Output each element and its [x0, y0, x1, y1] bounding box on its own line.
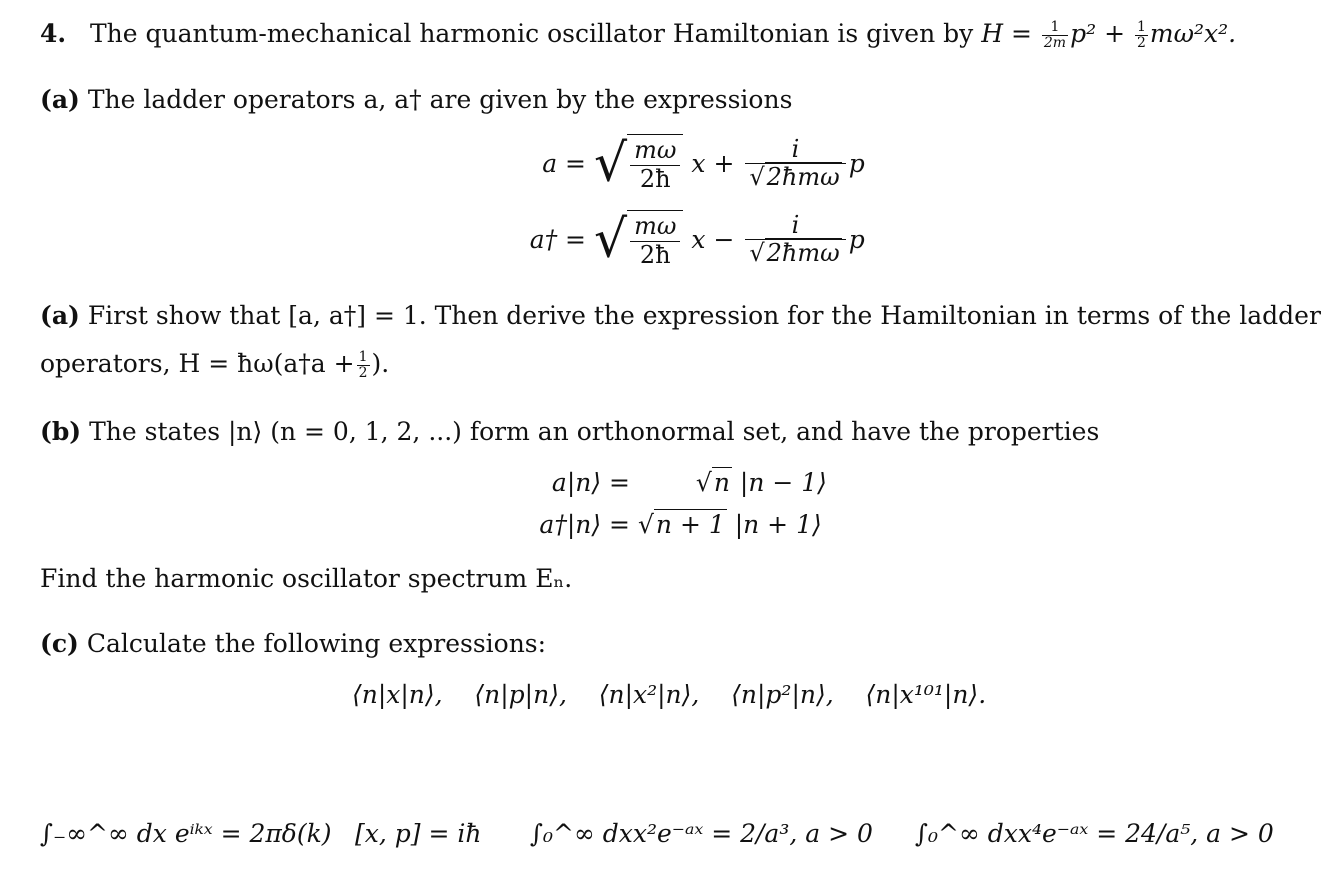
part-b-intro: [40, 418, 1099, 446]
part-b-eq1-sqrt: √n: [695, 468, 730, 497]
ladder-a-p: p: [848, 149, 865, 179]
hamiltonian-lhs: H =: [981, 19, 1032, 48]
part-b-label: (b): [40, 417, 82, 446]
ladder-eq-a: [528, 134, 865, 193]
ladder-a-lhs: a =: [542, 149, 586, 179]
part-b-eq2: [530, 510, 822, 539]
part-a-task-text: First show that [a, a†] = 1. Then derive the expression for the Hamiltonian in terms of the ladder: [87, 301, 1321, 330]
part-a-label: (a): [40, 85, 80, 114]
ladder-adag-x: x: [691, 225, 706, 255]
ladder-eq-adag: [528, 210, 865, 269]
ladder-adag-frac: $\frac{i}{\text{√2ħmω}}$: [745, 212, 845, 268]
hamiltonian-frac2: $\frac{1}{2}$: [1136, 19, 1146, 51]
ladder-a-sqrt: √ $\frac{m\omega}{2ħ}$: [594, 134, 683, 193]
hamiltonian-plus: +: [1104, 19, 1126, 48]
problem-number: 4.: [40, 19, 67, 48]
part-b-eq2-sqrt: √n + 1: [637, 510, 725, 539]
part-c-label: (c): [40, 629, 79, 658]
ladder-adag-minus: −: [713, 225, 735, 255]
ladder-adag-lhs: a† =: [529, 225, 586, 255]
problem-statement: [40, 20, 1236, 51]
part-a-intro-text: The ladder operators a, a† are given by the expressions: [87, 85, 793, 114]
part-b-eq1-lhs: a|n⟩ =: [551, 468, 630, 497]
expr-x: ⟨n|x|n⟩,: [352, 680, 443, 709]
part-c-text: Calculate the following expressions:: [86, 629, 547, 658]
ladder-a-plus: +: [713, 149, 735, 179]
expr-p2: ⟨n|p²|n⟩,: [731, 680, 834, 709]
ladder-a-x: x: [691, 149, 706, 179]
hamiltonian-frac1: $\frac{1}{2m}$: [1043, 19, 1067, 51]
part-b-eq2-lhs: a†|n⟩ =: [539, 510, 630, 539]
part-b-text: The states |n⟩ (n = 0, 1, 2, ...) form an orthonormal set, and have the properties: [89, 417, 1100, 446]
footer-integral-x2: ∫₀^∞ dxx²e⁻ᵃˣ = 2/a³, a > 0: [530, 819, 873, 848]
hamiltonian-mw2x2: mω²x².: [1149, 19, 1237, 48]
part-b-eq1: [530, 468, 827, 497]
footer-fourier-delta: ∫₋∞^∞ dx eⁱᵏˣ = 2πδ(k): [40, 819, 332, 848]
part-a-task-line2-post: ).: [371, 349, 390, 378]
expr-x101: ⟨n|x¹⁰¹|n⟩.: [865, 680, 987, 709]
part-a-task-line1: [40, 302, 1321, 330]
part-a-task-label: (a): [40, 301, 80, 330]
footer-commutator: [x, p] = iħ: [355, 819, 482, 848]
footer-integral-x4: ∫₀^∞ dxx⁴e⁻ᵃˣ = 24/a⁵, a > 0: [915, 819, 1274, 848]
part-c-expressions: [352, 680, 986, 709]
problem-intro: The quantum-mechanical harmonic oscillator Hamiltonian is given by: [89, 19, 974, 48]
part-a-task-line2: [40, 350, 389, 381]
expr-p: ⟨n|p|n⟩,: [474, 680, 567, 709]
part-b-eq1-rhs: |n − 1⟩: [739, 468, 827, 497]
ladder-a-frac: $\frac{i}{\text{√2ħmω}}$: [745, 136, 845, 192]
ladder-adag-p: p: [848, 225, 865, 255]
part-b-eq2-rhs: |n + 1⟩: [734, 510, 822, 539]
part-a-intro: [40, 86, 792, 114]
ladder-adag-sqrt: √ $\frac{m\omega}{2ħ}$: [594, 210, 683, 269]
part-a-task-line2-pre: operators, H = ħω(a†a +: [40, 349, 355, 378]
part-c-intro: [40, 630, 546, 658]
hamiltonian-p2: p²: [1070, 19, 1097, 48]
part-a-half-frac: $\frac{1}{2}$: [358, 349, 368, 381]
expr-x2: ⟨n|x²|n⟩,: [598, 680, 700, 709]
part-b-find: Find the harmonic oscillator spectrum Eₙ.: [40, 564, 573, 593]
